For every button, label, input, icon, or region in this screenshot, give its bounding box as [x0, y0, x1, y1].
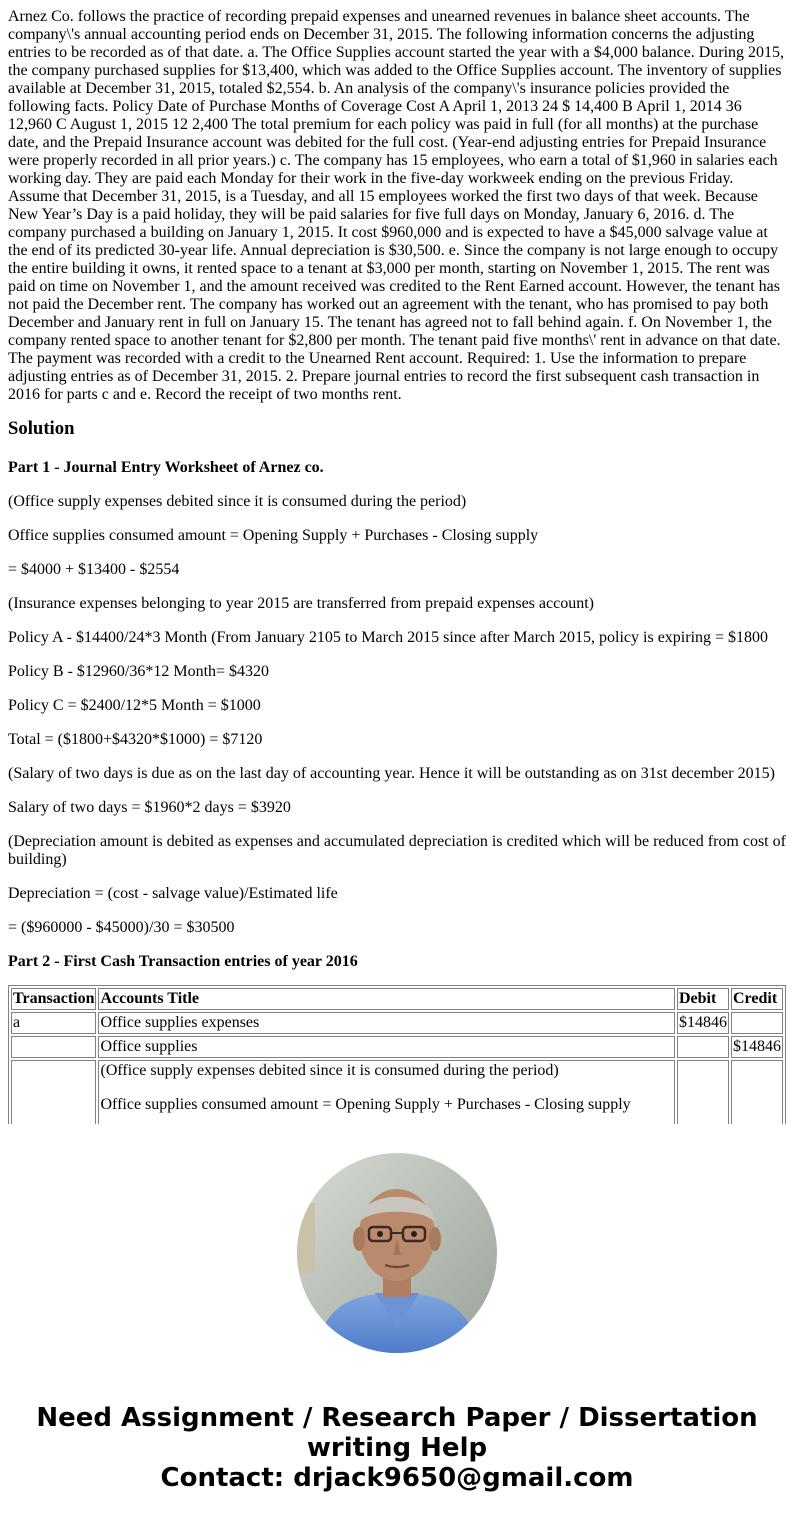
cell-transaction	[11, 1060, 96, 1124]
part2-heading: Part 2 - First Cash Transaction entries of year 2016	[8, 953, 358, 970]
header-transaction: Transaction	[11, 988, 96, 1010]
solution-line: (Insurance expenses belonging to year 2015 are transferred from prepaid expenses account)	[8, 595, 594, 612]
header-accounts-title: Accounts Title	[98, 988, 675, 1010]
header-credit: Credit	[731, 988, 783, 1010]
note-line: (Office supply expenses debited since it is consumed during the period)	[100, 1062, 559, 1079]
solution-line: Total = ($1800+$4320*$1000) = $7120	[8, 731, 263, 748]
solution-line: (Salary of two days is due as on the last day of accounting year. Hence it will be outstanding as on 31st december 2015)	[8, 765, 775, 782]
header-debit: Debit	[677, 988, 729, 1010]
cell-debit: $14846	[677, 1012, 729, 1034]
cell-account: Office supplies	[98, 1036, 675, 1058]
table-row	[11, 1060, 783, 1124]
solution-line: Office supplies consumed amount = Opening Supply + Purchases - Closing supply	[8, 527, 539, 544]
solution-line: Policy B - $12960/36*12 Month= $4320	[8, 663, 270, 680]
cell-credit	[731, 1012, 783, 1034]
table-row	[11, 1012, 783, 1034]
cell-debit	[677, 1036, 729, 1058]
journal-table	[8, 985, 786, 1124]
solution-line: = ($960000 - $45000)/30 = $30500	[8, 919, 235, 936]
table-row	[11, 1036, 783, 1058]
journal-table-container	[8, 985, 786, 1124]
footer-contact: Contact: drjack9650@gmail.com	[160, 1463, 634, 1493]
solution-line: Policy C = $2400/12*5 Month = $1000	[8, 697, 261, 714]
cell-credit: $14846	[731, 1036, 783, 1058]
avatar	[297, 1153, 497, 1353]
avatar-photo	[297, 1153, 497, 1353]
solution-line: Policy A - $14400/24*3 Month (From January 2105 to March 2015 since after March 2015, policy is expiring = $1800	[8, 629, 769, 646]
cell-transaction	[11, 1036, 96, 1058]
cell-credit	[731, 1060, 783, 1124]
cell-transaction: a	[11, 1012, 96, 1034]
solution-line: = $4000 + $13400 - $2554	[8, 561, 180, 578]
solution-heading: Solution	[8, 418, 75, 439]
solution-line: (Office supply expenses debited since it is consumed during the period)	[8, 493, 467, 510]
solution-line: (Depreciation amount is debited as expenses and accumulated depreciation is credited which will be reduced from cost of building)	[8, 833, 786, 868]
part1-heading: Part 1 - Journal Entry Worksheet of Arnez co.	[8, 459, 324, 476]
footer-line: writing Help	[306, 1433, 488, 1463]
solution-line: Depreciation = (cost - salvage value)/Estimated life	[8, 885, 338, 902]
cell-account-note	[98, 1060, 675, 1124]
cell-debit	[677, 1060, 729, 1124]
question-text: Arnez Co. follows the practice of recording prepaid expenses and unearned revenues in balance sheet accounts. The company\'s annual accounting period ends on December 31, 2015. The following information concerns the adjusting entries to be recorded as of that date. a. The Office Supplies account started the year with a $4,000 balance. During 2015, the company purchased supplies for $13,400, which was added to the Office Supplies account. The inventory of supplies available at December 31, 2015, totaled $2,554. b. An analysis of the company\'s insurance policies provided the following facts. Policy Date of Purchase Months of Coverage Cost A April 1, 2013 24 $ 14,400 B April 1, 2014 36 12,960 C August 1, 2015 12 2,400 The total premium for each policy was paid in full (for all months) at the purchase date, and the Prepaid Insurance account was debited for the full cost. (Year-end adjusting entries for Prepaid Insurance were properly recorded in all prior years.) c. The company has 15 employees, who earn a total of $1,960 in salaries each working day. They are paid each Monday for their work in the five-day workweek ending on the previous Friday. Assume that December 31, 2015, is a Tuesday, and all 15 employees worked the first two days of that week. Because New Year’s Day is a paid holiday, they will be paid salaries for five full days on Monday, January 6, 2016. d. The company purchased a building on January 1, 2015. It cost $960,000 and is expected to have a $45,000 salvage value at the end of its predicted 30-year life. Annual depreciation is $30,500. e. Since the company is not large enough to occupy the entire building it owns, it rented space to a tenant at $3,000 per month, starting on November 1, 2015. The rent was paid on time on November 1, and the amount received was credited to the Rent Earned account. However, the tenant has not paid the December rent. The company has worked out an agreement with the tenant, who has promised to pay both December and January rent in full on January 15. The tenant has agreed not to fall behind again. f. On November 1, the company rented space to another tenant for $2,800 per month. The tenant paid five months\' rent in advance on that date. The payment was recorded with a credit to the Unearned Rent account. Required: 1. Use the information to prepare adjusting entries as of December 31, 2015. 2. Prepare journal entries to record the first subsequent cash transaction in 2016 for parts c and e. Record the receipt of two months rent.	[8, 8, 785, 403]
cell-account: Office supplies expenses	[98, 1012, 675, 1034]
table-header-row	[11, 988, 783, 1010]
footer-line: Need Assignment / Research Paper / Dissertation	[36, 1403, 758, 1433]
footer-banner	[0, 1403, 794, 1493]
solution-line: Salary of two days = $1960*2 days = $3920	[8, 799, 291, 816]
note-line: Office supplies consumed amount = Opening Supply + Purchases - Closing supply	[100, 1096, 631, 1113]
